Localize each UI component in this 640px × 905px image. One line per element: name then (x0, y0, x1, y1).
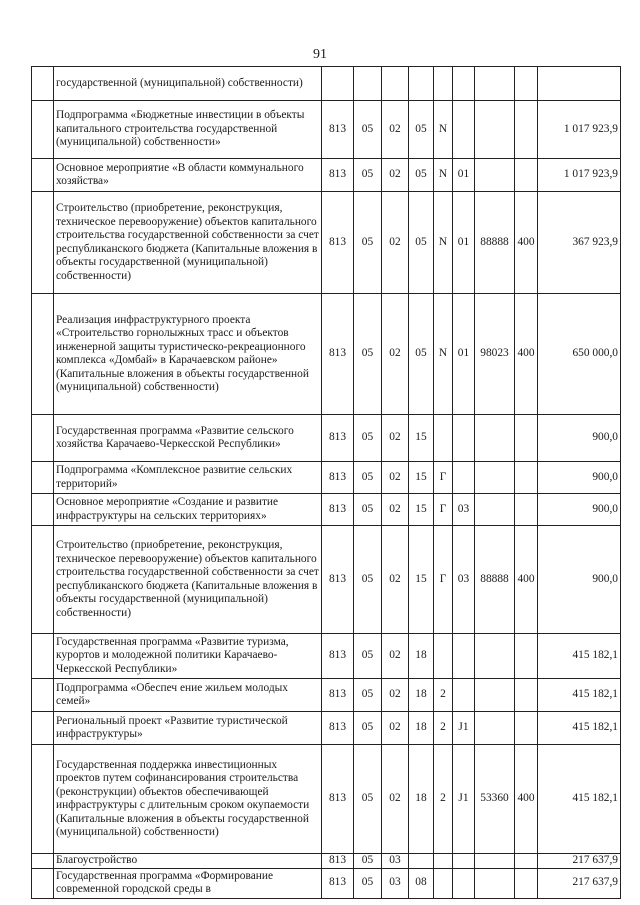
subsection-code: 02 (382, 712, 409, 745)
row-marker (32, 192, 54, 294)
subsection-code: 02 (382, 745, 409, 854)
row-name: Государственная поддержка инвестиционных проектов путем софинансирования строительства (реконструкции) объектов обеспечивающей инфраструктуры с длительным сроком окупаемости (Капитальные вложения в объекты государственной (муниципальной) собственности) (54, 745, 322, 854)
expense-direction-code (475, 679, 515, 712)
ministry-code: 813 (322, 494, 354, 526)
ministry-code: 813 (322, 462, 354, 494)
table-row (32, 868, 621, 898)
expense-direction-code (475, 494, 515, 526)
row-marker (32, 462, 54, 494)
subsection-code: 03 (382, 868, 409, 898)
amount: 217 637,9 (538, 868, 621, 898)
program-code (409, 854, 434, 869)
subprogram-code: N (434, 192, 453, 294)
expense-direction-code (475, 101, 515, 159)
activity-code: 03 (453, 526, 475, 634)
row-name: Основное мероприятие «В области коммунального хозяйства» (54, 159, 322, 192)
expense-type-code (515, 712, 538, 745)
program-code: 08 (409, 868, 434, 898)
subprogram-code: Г (434, 526, 453, 634)
table-row (32, 494, 621, 526)
subprogram-code (434, 415, 453, 462)
amount (538, 67, 621, 101)
row-name: Подпрограмма «Комплексное развитие сельских территорий» (54, 462, 322, 494)
amount: 900,0 (538, 415, 621, 462)
subsection-code: 02 (382, 101, 409, 159)
table-row (32, 634, 621, 679)
subsection-code: 02 (382, 159, 409, 192)
section-code: 05 (354, 494, 382, 526)
row-marker (32, 494, 54, 526)
subprogram-code (434, 868, 453, 898)
amount: 900,0 (538, 494, 621, 526)
subsection-code: 02 (382, 462, 409, 494)
expense-direction-code (475, 634, 515, 679)
row-name: Подпрограмма «Обеспеч ение жильем молодых семей» (54, 679, 322, 712)
activity-code (453, 101, 475, 159)
row-name: Подпрограмма «Бюджетные инвестиции в объекты капитального строительства государственной (муниципальной) собственности» (54, 101, 322, 159)
expense-type-code: 400 (515, 294, 538, 415)
section-code: 05 (354, 712, 382, 745)
ministry-code: 813 (322, 868, 354, 898)
row-marker (32, 526, 54, 634)
row-name: Основное мероприятие «Создание и развитие инфраструктуры на сельских территориях» (54, 494, 322, 526)
activity-code (453, 415, 475, 462)
expense-type-code (515, 159, 538, 192)
program-code: 05 (409, 159, 434, 192)
program-code: 05 (409, 101, 434, 159)
program-code (409, 67, 434, 101)
table-row (32, 294, 621, 415)
expense-type-code (515, 854, 538, 869)
program-code: 15 (409, 415, 434, 462)
ministry-code: 813 (322, 745, 354, 854)
subprogram-code: 2 (434, 712, 453, 745)
row-marker (32, 159, 54, 192)
amount: 415 182,1 (538, 634, 621, 679)
expense-direction-code (475, 854, 515, 869)
ministry-code (322, 67, 354, 101)
program-code: 05 (409, 192, 434, 294)
row-name: Строительство (приобретение, реконструкция, техническое перевооружение) объектов капитального строительства государственной собственности за счет республиканского бюджета (Капитальные вложения в объекты государственной (муниципальной) собственности) (54, 526, 322, 634)
ministry-code: 813 (322, 101, 354, 159)
row-marker (32, 294, 54, 415)
subsection-code: 02 (382, 526, 409, 634)
ministry-code: 813 (322, 294, 354, 415)
table-row (32, 854, 621, 869)
row-marker (32, 679, 54, 712)
expense-type-code: 400 (515, 745, 538, 854)
expense-direction-code: 53360 (475, 745, 515, 854)
row-name: Благоустройство (54, 854, 322, 869)
section-code (354, 67, 382, 101)
table-row (32, 159, 621, 192)
subsection-code: 02 (382, 494, 409, 526)
ministry-code: 813 (322, 526, 354, 634)
section-code: 05 (354, 101, 382, 159)
expense-direction-code (475, 67, 515, 101)
program-code: 18 (409, 679, 434, 712)
activity-code (453, 462, 475, 494)
page-number: 91 (313, 47, 327, 62)
program-code: 15 (409, 494, 434, 526)
section-code: 05 (354, 294, 382, 415)
section-code: 05 (354, 868, 382, 898)
expense-type-code: 400 (515, 526, 538, 634)
row-marker (32, 415, 54, 462)
table-row (32, 712, 621, 745)
program-code: 18 (409, 634, 434, 679)
ministry-code: 813 (322, 192, 354, 294)
subprogram-code: Г (434, 494, 453, 526)
activity-code (453, 679, 475, 712)
subprogram-code (434, 634, 453, 679)
subsection-code: 02 (382, 634, 409, 679)
budget-table (31, 66, 621, 899)
section-code: 05 (354, 854, 382, 869)
expense-type-code (515, 415, 538, 462)
expense-direction-code (475, 712, 515, 745)
row-name: Государственная программа «Формирование современной городской среды в (54, 868, 322, 898)
expense-type-code (515, 67, 538, 101)
table-row (32, 526, 621, 634)
expense-direction-code (475, 159, 515, 192)
ministry-code: 813 (322, 679, 354, 712)
subprogram-code: N (434, 101, 453, 159)
section-code: 05 (354, 192, 382, 294)
expense-direction-code (475, 415, 515, 462)
ministry-code: 813 (322, 634, 354, 679)
amount: 217 637,9 (538, 854, 621, 869)
program-code: 18 (409, 712, 434, 745)
section-code: 05 (354, 745, 382, 854)
row-name: Реализация инфраструктурного проекта «Строительство горнолыжных трасс и объектов инженерной защиты туристическо-рекреационного комплекса «Домбай» в Карачаевском районе» (Капитальные вложения в объекты государственной (муниципальной) собственности) (54, 294, 322, 415)
amount: 415 182,1 (538, 745, 621, 854)
section-code: 05 (354, 526, 382, 634)
section-code: 05 (354, 159, 382, 192)
table-row (32, 415, 621, 462)
amount: 415 182,1 (538, 712, 621, 745)
row-name: Государственная программа «Развитие туризма, курортов и молодежной политики Карачаево-Черкесской Республики» (54, 634, 322, 679)
amount: 1 017 923,9 (538, 159, 621, 192)
subprogram-code: N (434, 294, 453, 415)
subprogram-code: 2 (434, 745, 453, 854)
section-code: 05 (354, 634, 382, 679)
amount: 650 000,0 (538, 294, 621, 415)
expense-direction-code: 88888 (475, 526, 515, 634)
table-row (32, 192, 621, 294)
table-row (32, 67, 621, 101)
ministry-code: 813 (322, 712, 354, 745)
subsection-code: 02 (382, 679, 409, 712)
subprogram-code: Г (434, 462, 453, 494)
expense-type-code (515, 494, 538, 526)
row-marker (32, 868, 54, 898)
activity-code: 01 (453, 294, 475, 415)
program-code: 15 (409, 462, 434, 494)
expense-direction-code: 98023 (475, 294, 515, 415)
row-marker (32, 745, 54, 854)
row-marker (32, 712, 54, 745)
table-row (32, 462, 621, 494)
row-name: Региональный проект «Развитие туристической инфраструктуры» (54, 712, 322, 745)
row-name: Государственная программа «Развитие сельского хозяйства Карачаево-Черкесской Республики» (54, 415, 322, 462)
section-code: 05 (354, 415, 382, 462)
section-code: 05 (354, 679, 382, 712)
row-marker (32, 854, 54, 869)
activity-code (453, 868, 475, 898)
amount: 900,0 (538, 462, 621, 494)
expense-type-code (515, 634, 538, 679)
activity-code: J1 (453, 745, 475, 854)
row-marker (32, 101, 54, 159)
expense-type-code (515, 868, 538, 898)
program-code: 15 (409, 526, 434, 634)
expense-type-code (515, 679, 538, 712)
table-row (32, 745, 621, 854)
amount: 1 017 923,9 (538, 101, 621, 159)
subsection-code (382, 67, 409, 101)
activity-code (453, 634, 475, 679)
amount: 415 182,1 (538, 679, 621, 712)
subsection-code: 03 (382, 854, 409, 869)
activity-code: 03 (453, 494, 475, 526)
program-code: 18 (409, 745, 434, 854)
table-row (32, 101, 621, 159)
activity-code: J1 (453, 712, 475, 745)
row-name: Строительство (приобретение, реконструкция, техническое перевооружение) объектов капитального строительства государственной собственности за счет республиканского бюджета (Капитальные вложения в объекты государственной (муниципальной) собственности) (54, 192, 322, 294)
expense-direction-code: 88888 (475, 192, 515, 294)
ministry-code: 813 (322, 415, 354, 462)
amount: 900,0 (538, 526, 621, 634)
expense-type-code (515, 462, 538, 494)
subprogram-code: 2 (434, 679, 453, 712)
row-marker (32, 634, 54, 679)
subprogram-code (434, 67, 453, 101)
ministry-code: 813 (322, 854, 354, 869)
row-name: государственной (муниципальной) собственности) (54, 67, 322, 101)
section-code: 05 (354, 462, 382, 494)
subsection-code: 02 (382, 415, 409, 462)
expense-type-code (515, 101, 538, 159)
activity-code (453, 67, 475, 101)
table-row (32, 679, 621, 712)
subprogram-code (434, 854, 453, 869)
amount: 367 923,9 (538, 192, 621, 294)
expense-type-code: 400 (515, 192, 538, 294)
program-code: 05 (409, 294, 434, 415)
row-marker (32, 67, 54, 101)
expense-direction-code (475, 462, 515, 494)
activity-code (453, 854, 475, 869)
activity-code: 01 (453, 159, 475, 192)
activity-code: 01 (453, 192, 475, 294)
subsection-code: 02 (382, 294, 409, 415)
subprogram-code: N (434, 159, 453, 192)
expense-direction-code (475, 868, 515, 898)
subsection-code: 02 (382, 192, 409, 294)
ministry-code: 813 (322, 159, 354, 192)
